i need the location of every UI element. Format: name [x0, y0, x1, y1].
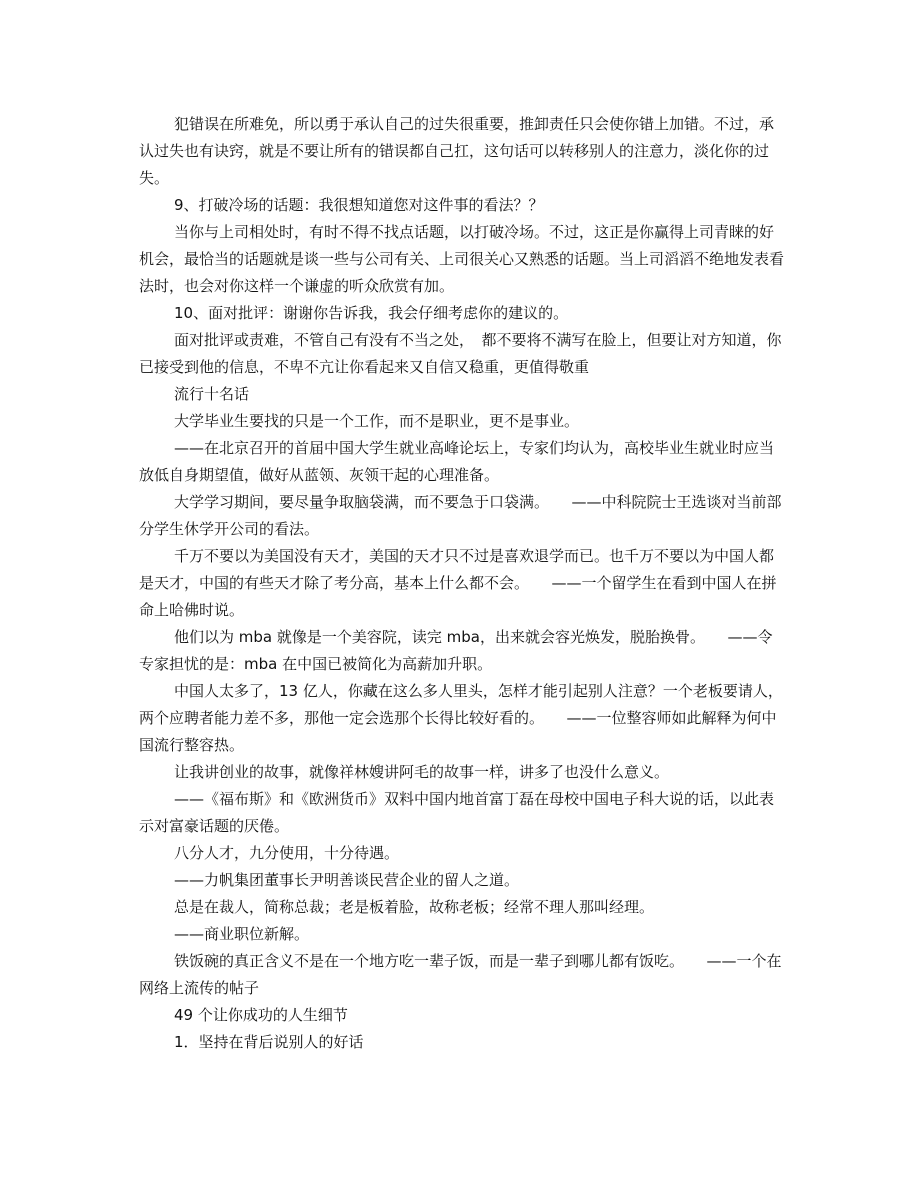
quote-mba: 他们以为 mba 就像是一个美容院，读完 mba，出来就会容光焕发，脱胎换骨。 ——令专家担忧的是：mba 在中国已被简化为高薪加升职。 [139, 628, 773, 673]
list-item-1: 1．坚持在背后说别人的好话 [174, 1033, 364, 1051]
quote-iron-rice-bowl: 铁饭碗的真正含义不是在一个地方吃一辈子饭，而是一辈子到哪儿都有饭吃。 ——一个在网络上流传的帖子 [139, 952, 782, 997]
paragraph-face-criticism: 面对批评或责难，不管自己有没有不当之处， 都不要将不满写在脸上，但要让对方知道，你已接受到他的信息，不卑不亢让你看起来又自信又稳重，更值得敬重 [139, 331, 782, 376]
quote-talent-usage: 八分人才，九分使用，十分待遇。 [174, 844, 400, 862]
quote-source-dinglei: ——《福布斯》和《欧洲货币》双料中国内地首富丁磊在母校中国电子科大说的话，以此表示对富豪话题的厌倦。 [139, 790, 775, 835]
quote-graduates-job: 大学毕业生要找的只是一个工作，而不是职业，更不是事业。 [174, 412, 580, 430]
quote-source-business: ——商业职位新解。 [174, 925, 310, 943]
paragraph-break-silence: 当你与上司相处时，有时不得不找点话题，以打破冷场。不过，这正是你赢得上司青睐的好机会，最恰当的话题就是谈一些与公司有关、上司很关心又熟悉的话题。当上司滔滔不绝地发表看法时，也会对你这样一个谦虚的听众欣赏有加。 [139, 223, 785, 295]
quote-source-lifan: ——力帆集团董事长尹明善谈民营企业的留人之道。 [174, 871, 520, 889]
quote-startup-story: 让我讲创业的故事，就像祥林嫂讲阿毛的故事一样，讲多了也没什么意义。 [174, 763, 670, 781]
quote-source-forum: ——在北京召开的首届中国大学生就业高峰论坛上，专家们均认为，高校毕业生就业时应当放低自身期望值，做好从蓝领、灰领干起的心理准备。 [139, 439, 775, 484]
heading-popular-quotes: 流行十名话 [174, 385, 250, 403]
quote-cosmetic-surgery: 中国人太多了，13 亿人，你藏在这么多人里头，怎样才能引起别人注意？一个老板要请人，两个应聘者能力差不多，那他一定会选那个长得比较好看的。 ——一位整容师如此解释为何中国流行整容热。 [139, 682, 783, 754]
document-body [139, 111, 785, 1056]
heading-face-criticism: 10、面对批评：谢谢你告诉我，我会仔细考虑你的建议的。 [174, 304, 569, 322]
heading-break-silence: 9、打破冷场的话题：我很想知道您对这件事的看法？？ [174, 196, 544, 214]
quote-american-talent: 千万不要以为美国没有天才，美国的天才只不过是喜欢退学而已。也千万不要以为中国人都是天才，中国的有些天才除了考分高，基本上什么都不会。 ——一个留学生在看到中国人在拼命上哈佛时说。 [139, 547, 777, 619]
quote-job-titles: 总是在裁人，简称总裁；老是板着脸，故称老板；经常不理人那叫经理。 [174, 898, 655, 916]
quote-study-period: 大学学习期间，要尽量争取脑袋满，而不要急于口袋满。 ——中科院院士王选谈对当前部分学生休学开公司的看法。 [139, 493, 782, 538]
heading-49-details: 49 个让你成功的人生细节 [174, 1006, 348, 1024]
paragraph-admit-mistakes: 犯错误在所难免，所以勇于承认自己的过失很重要，推卸责任只会使你错上加错。不过，承认过失也有诀窍，就是不要让所有的错误都自己扛，这句话可以转移别人的注意力，淡化你的过失。 [139, 115, 775, 187]
